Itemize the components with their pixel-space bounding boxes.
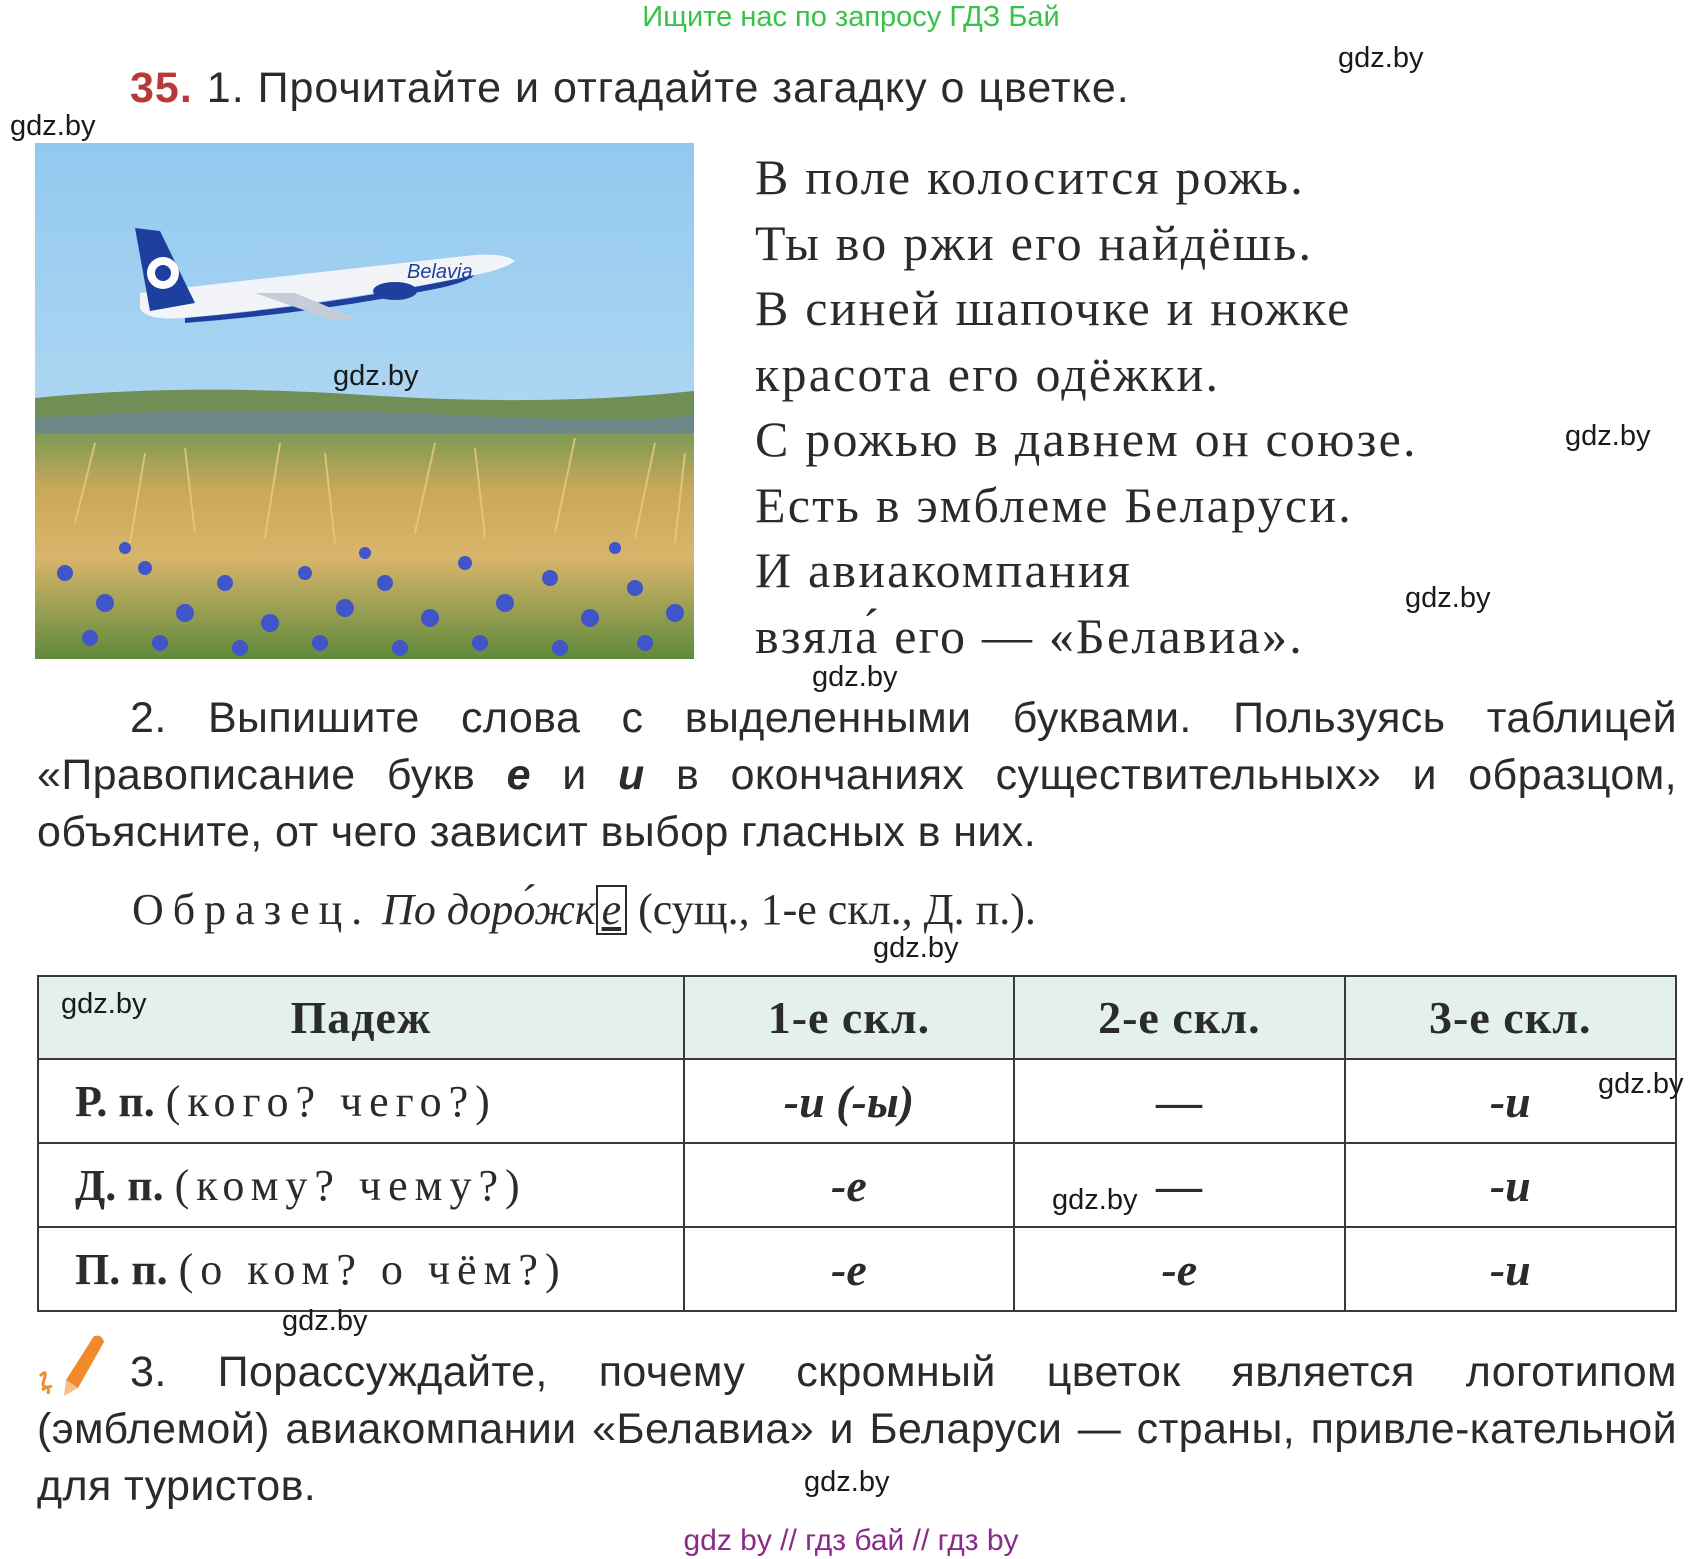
poem-line: С рожью в давнем он союзе. (755, 411, 1418, 467)
table-row (38, 1143, 1676, 1227)
table-header-row (38, 976, 1676, 1059)
ending-cell: — (1014, 1143, 1344, 1227)
ending-cell: -е (684, 1227, 1014, 1311)
sample-word: По доро́жк (382, 885, 596, 934)
poem-line: взяла́ его — «Белавиа». (755, 607, 1304, 664)
watermark: gdz.by (10, 110, 96, 142)
watermark: gdz.by (1598, 1068, 1684, 1100)
sample-line (132, 880, 1036, 940)
task3-text: 3. Порассуждайте, почему скромный цветок является логотипом (эмблемой) авиакомпании «Белавиа» и Беларуси — страны, привле-кательной для туристов. (37, 1348, 1677, 1510)
poem-line: И авиакомпания (755, 542, 1133, 598)
watermark: gdz.by (282, 1305, 368, 1337)
watermark: gdz.by (1405, 582, 1491, 614)
header-decl-3: 3-е скл. (1345, 976, 1676, 1059)
task2-and: и (562, 751, 587, 799)
ending-cell: -и (1345, 1227, 1676, 1311)
watermark: gdz.by (333, 360, 419, 392)
case-cell: П. п. (о ком? о чём?) (38, 1227, 684, 1311)
poem-line: Есть в эмблеме Беларуси. (755, 476, 1353, 533)
sample-note: (сущ., 1-е скл., Д. п.). (638, 885, 1036, 934)
ending-cell: -и (1345, 1143, 1676, 1227)
watermark: gdz.by (1565, 420, 1651, 452)
ending-cell: -е (1014, 1227, 1344, 1311)
header-case: Падеж (38, 976, 684, 1059)
sample-ending-box: е (596, 885, 628, 935)
sample-label: Образец. (132, 885, 372, 934)
letter-i: и (618, 751, 645, 799)
top-banner[interactable]: Ищите нас по запросу ГДЗ Бай (642, 1, 1060, 33)
task2-text-2: в окончаниях существительных» и образцом, объясните, от чего зависит выбор гласных в них. (37, 751, 1678, 856)
table-row (38, 1227, 1676, 1311)
riddle-poem (755, 145, 1418, 669)
task2-text-1: 2. Выпишите слова с выделенными буквами. Пользуясь таблицей «Правописание букв (37, 694, 1677, 799)
poem-line: В синей шапочке и ножке (755, 280, 1352, 336)
case-cell: Р. п. (кого? чего?) (38, 1059, 684, 1143)
watermark: gdz.by (1338, 42, 1424, 74)
letter-e: е (506, 751, 531, 799)
exercise-heading (130, 60, 1130, 116)
poem-line: В поле колосится рожь. (755, 149, 1305, 205)
exercise-number: 35. (130, 64, 193, 112)
declension-endings-table (37, 975, 1677, 1312)
footer-links[interactable]: gdz by // гдз бай // гдз by (683, 1524, 1019, 1557)
watermark: gdz.by (804, 1466, 890, 1498)
watermark: gdz.by (812, 661, 898, 693)
poem-line: красота его одёжки. (755, 345, 1221, 402)
watermark: gdz.by (61, 988, 147, 1020)
cornflower-field-photo (35, 143, 694, 659)
ending-cell: -и (1345, 1059, 1676, 1143)
task1-text: 1. Прочитайте и отгадайте загадку о цветке. (206, 64, 1130, 112)
table-row (38, 1059, 1676, 1143)
poem-line: Ты во ржи его найдёшь. (755, 214, 1314, 271)
svg-text:Belavia: Belavia (407, 261, 473, 283)
header-decl-1: 1-е скл. (684, 976, 1014, 1059)
ending-cell: -и (-ы) (684, 1059, 1014, 1143)
case-cell: Д. п. (кому? чему?) (38, 1143, 684, 1227)
ending-cell: -е (684, 1143, 1014, 1227)
watermark: gdz.by (873, 932, 959, 964)
photo-illustration (35, 143, 694, 659)
task2-paragraph (37, 690, 1677, 861)
header-decl-2: 2-е скл. (1014, 976, 1344, 1059)
ending-cell: — (1014, 1059, 1344, 1143)
watermark: gdz.by (1052, 1184, 1138, 1216)
